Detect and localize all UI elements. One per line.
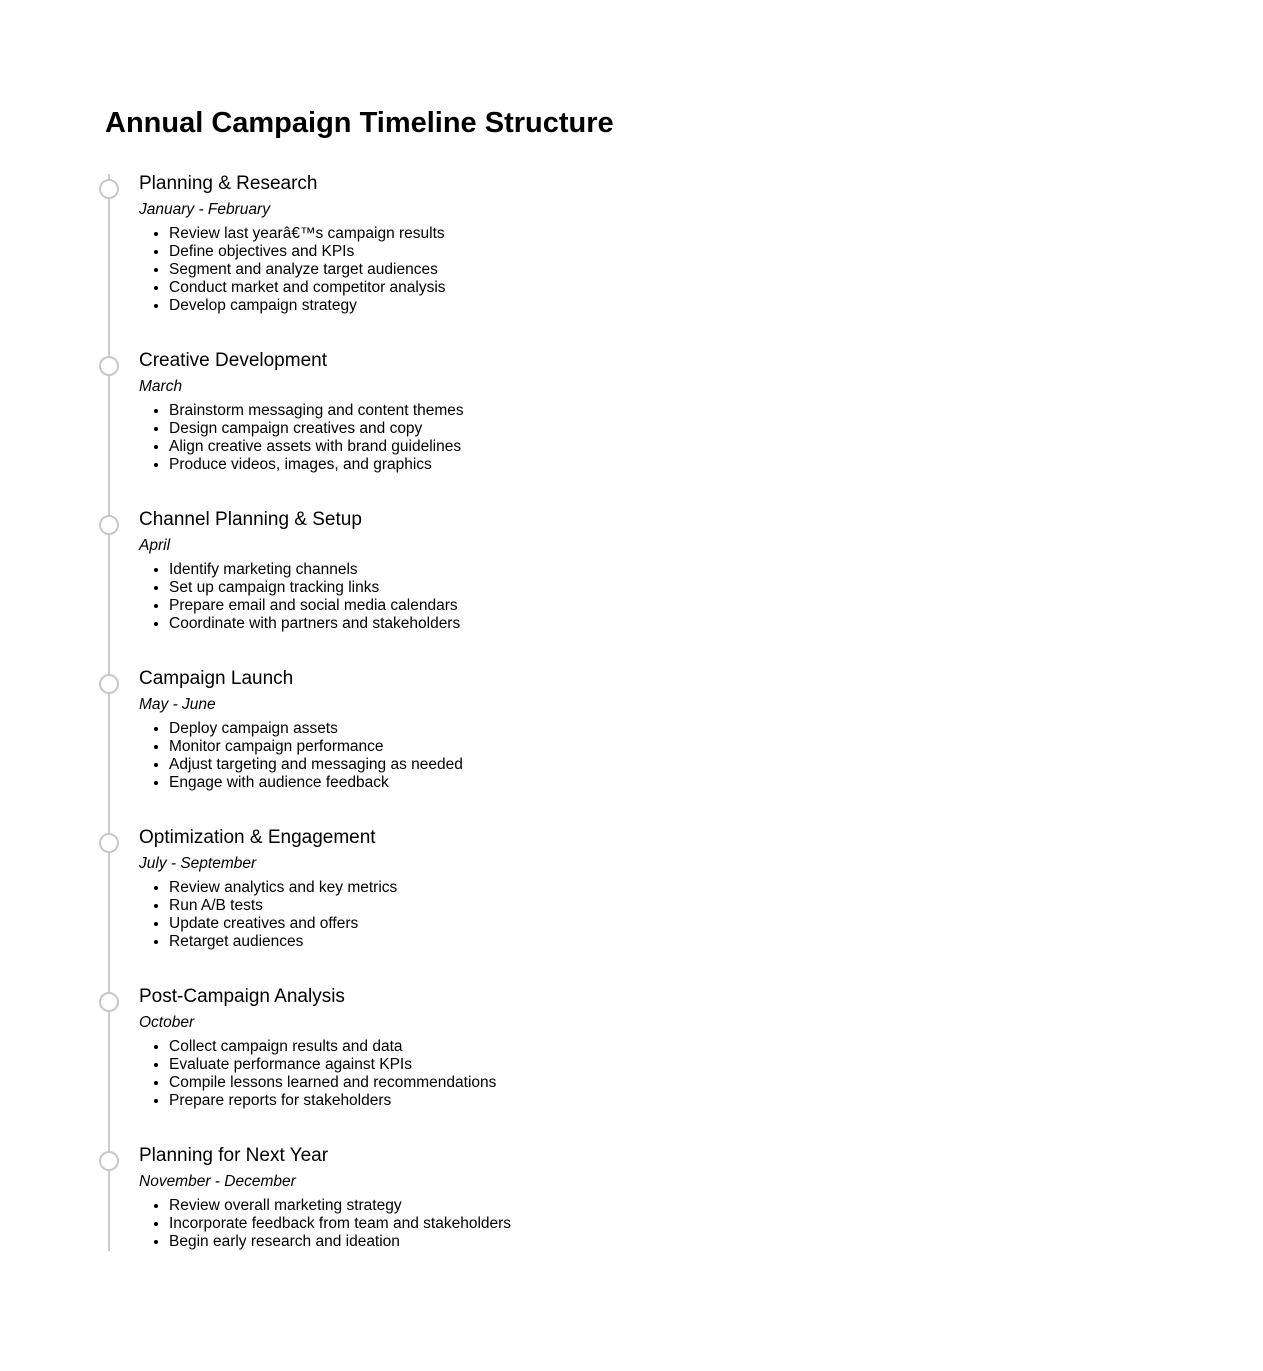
- timeline-section: [108, 985, 1223, 1144]
- section-title: Planning for Next Year: [139, 1145, 329, 1166]
- task-item: • Adjust targeting and messaging as needed: [169, 756, 1223, 774]
- task-item: • Segment and analyze target audiences: [169, 261, 1223, 279]
- task-item: • Run A/B tests: [169, 897, 1223, 915]
- task-item: • Identify marketing channels: [169, 561, 1223, 579]
- task-item: • Monitor campaign performance: [169, 738, 1223, 756]
- task-item: • Deploy campaign assets: [169, 720, 1223, 738]
- task-item: • Retarget audiences: [169, 933, 1223, 951]
- timeline-section: [108, 667, 1223, 826]
- task-item: • Conduct market and competitor analysis: [169, 279, 1223, 297]
- timeline-section: [108, 1144, 1223, 1251]
- task-item: • Incorporate feedback from team and stakeholders: [169, 1215, 1223, 1233]
- task-item: • Set up campaign tracking links: [169, 579, 1223, 597]
- task-item: • Produce videos, images, and graphics: [169, 456, 1223, 474]
- task-item: • Evaluate performance against KPIs: [169, 1056, 1223, 1074]
- timeline-node-icon: [99, 356, 119, 376]
- task-item: • Review analytics and key metrics: [169, 879, 1223, 897]
- page-title: Annual Campaign Timeline Structure: [105, 107, 614, 139]
- section-period: May - June: [139, 696, 216, 713]
- timeline-node-icon: [99, 515, 119, 535]
- timeline-node-icon: [99, 833, 119, 853]
- section-period: October: [139, 1014, 195, 1031]
- section-period: November - December: [139, 1173, 296, 1190]
- task-list: [139, 1197, 1223, 1251]
- task-list: [139, 1038, 1223, 1110]
- task-item: • Prepare email and social media calendars: [169, 597, 1223, 615]
- timeline-node-icon: [99, 1151, 119, 1171]
- task-list: [139, 225, 1223, 315]
- task-item: • Collect campaign results and data: [169, 1038, 1223, 1056]
- section-period: January - February: [139, 201, 270, 218]
- timeline-node-icon: [99, 179, 119, 199]
- task-item: • Prepare reports for stakeholders: [169, 1092, 1223, 1110]
- section-period: July - September: [139, 855, 257, 872]
- section-period: March: [139, 378, 183, 395]
- task-list: [139, 561, 1223, 633]
- timeline-section: [108, 172, 1223, 349]
- task-item: • Coordinate with partners and stakeholders: [169, 615, 1223, 633]
- task-item: • Design campaign creatives and copy: [169, 420, 1223, 438]
- task-list: [139, 720, 1223, 792]
- timeline-section: [108, 826, 1223, 985]
- task-item: • Compile lessons learned and recommendations: [169, 1074, 1223, 1092]
- task-item: • Begin early research and ideation: [169, 1233, 1223, 1251]
- task-item: • Review last yearâ€™s campaign results: [169, 225, 1223, 243]
- timeline-section: [108, 349, 1223, 508]
- timeline-node-icon: [99, 674, 119, 694]
- task-list: [139, 402, 1223, 474]
- section-title: Post-Campaign Analysis: [139, 986, 345, 1007]
- section-title: Planning & Research: [139, 173, 318, 194]
- timeline-section: [108, 508, 1223, 667]
- task-item: • Engage with audience feedback: [169, 774, 1223, 792]
- task-item: • Align creative assets with brand guidelines: [169, 438, 1223, 456]
- section-title: Channel Planning & Setup: [139, 509, 362, 530]
- task-item: • Review overall marketing strategy: [169, 1197, 1223, 1215]
- task-item: • Update creatives and offers: [169, 915, 1223, 933]
- task-item: • Define objectives and KPIs: [169, 243, 1223, 261]
- section-title: Optimization & Engagement: [139, 827, 376, 848]
- timeline-node-icon: [99, 992, 119, 1012]
- task-list: [139, 879, 1223, 951]
- task-item: • Develop campaign strategy: [169, 297, 1223, 315]
- section-title: Campaign Launch: [139, 668, 294, 689]
- section-period: April: [139, 537, 171, 554]
- section-title: Creative Development: [139, 350, 327, 371]
- timeline: [108, 172, 1223, 1251]
- task-item: • Brainstorm messaging and content themes: [169, 402, 1223, 420]
